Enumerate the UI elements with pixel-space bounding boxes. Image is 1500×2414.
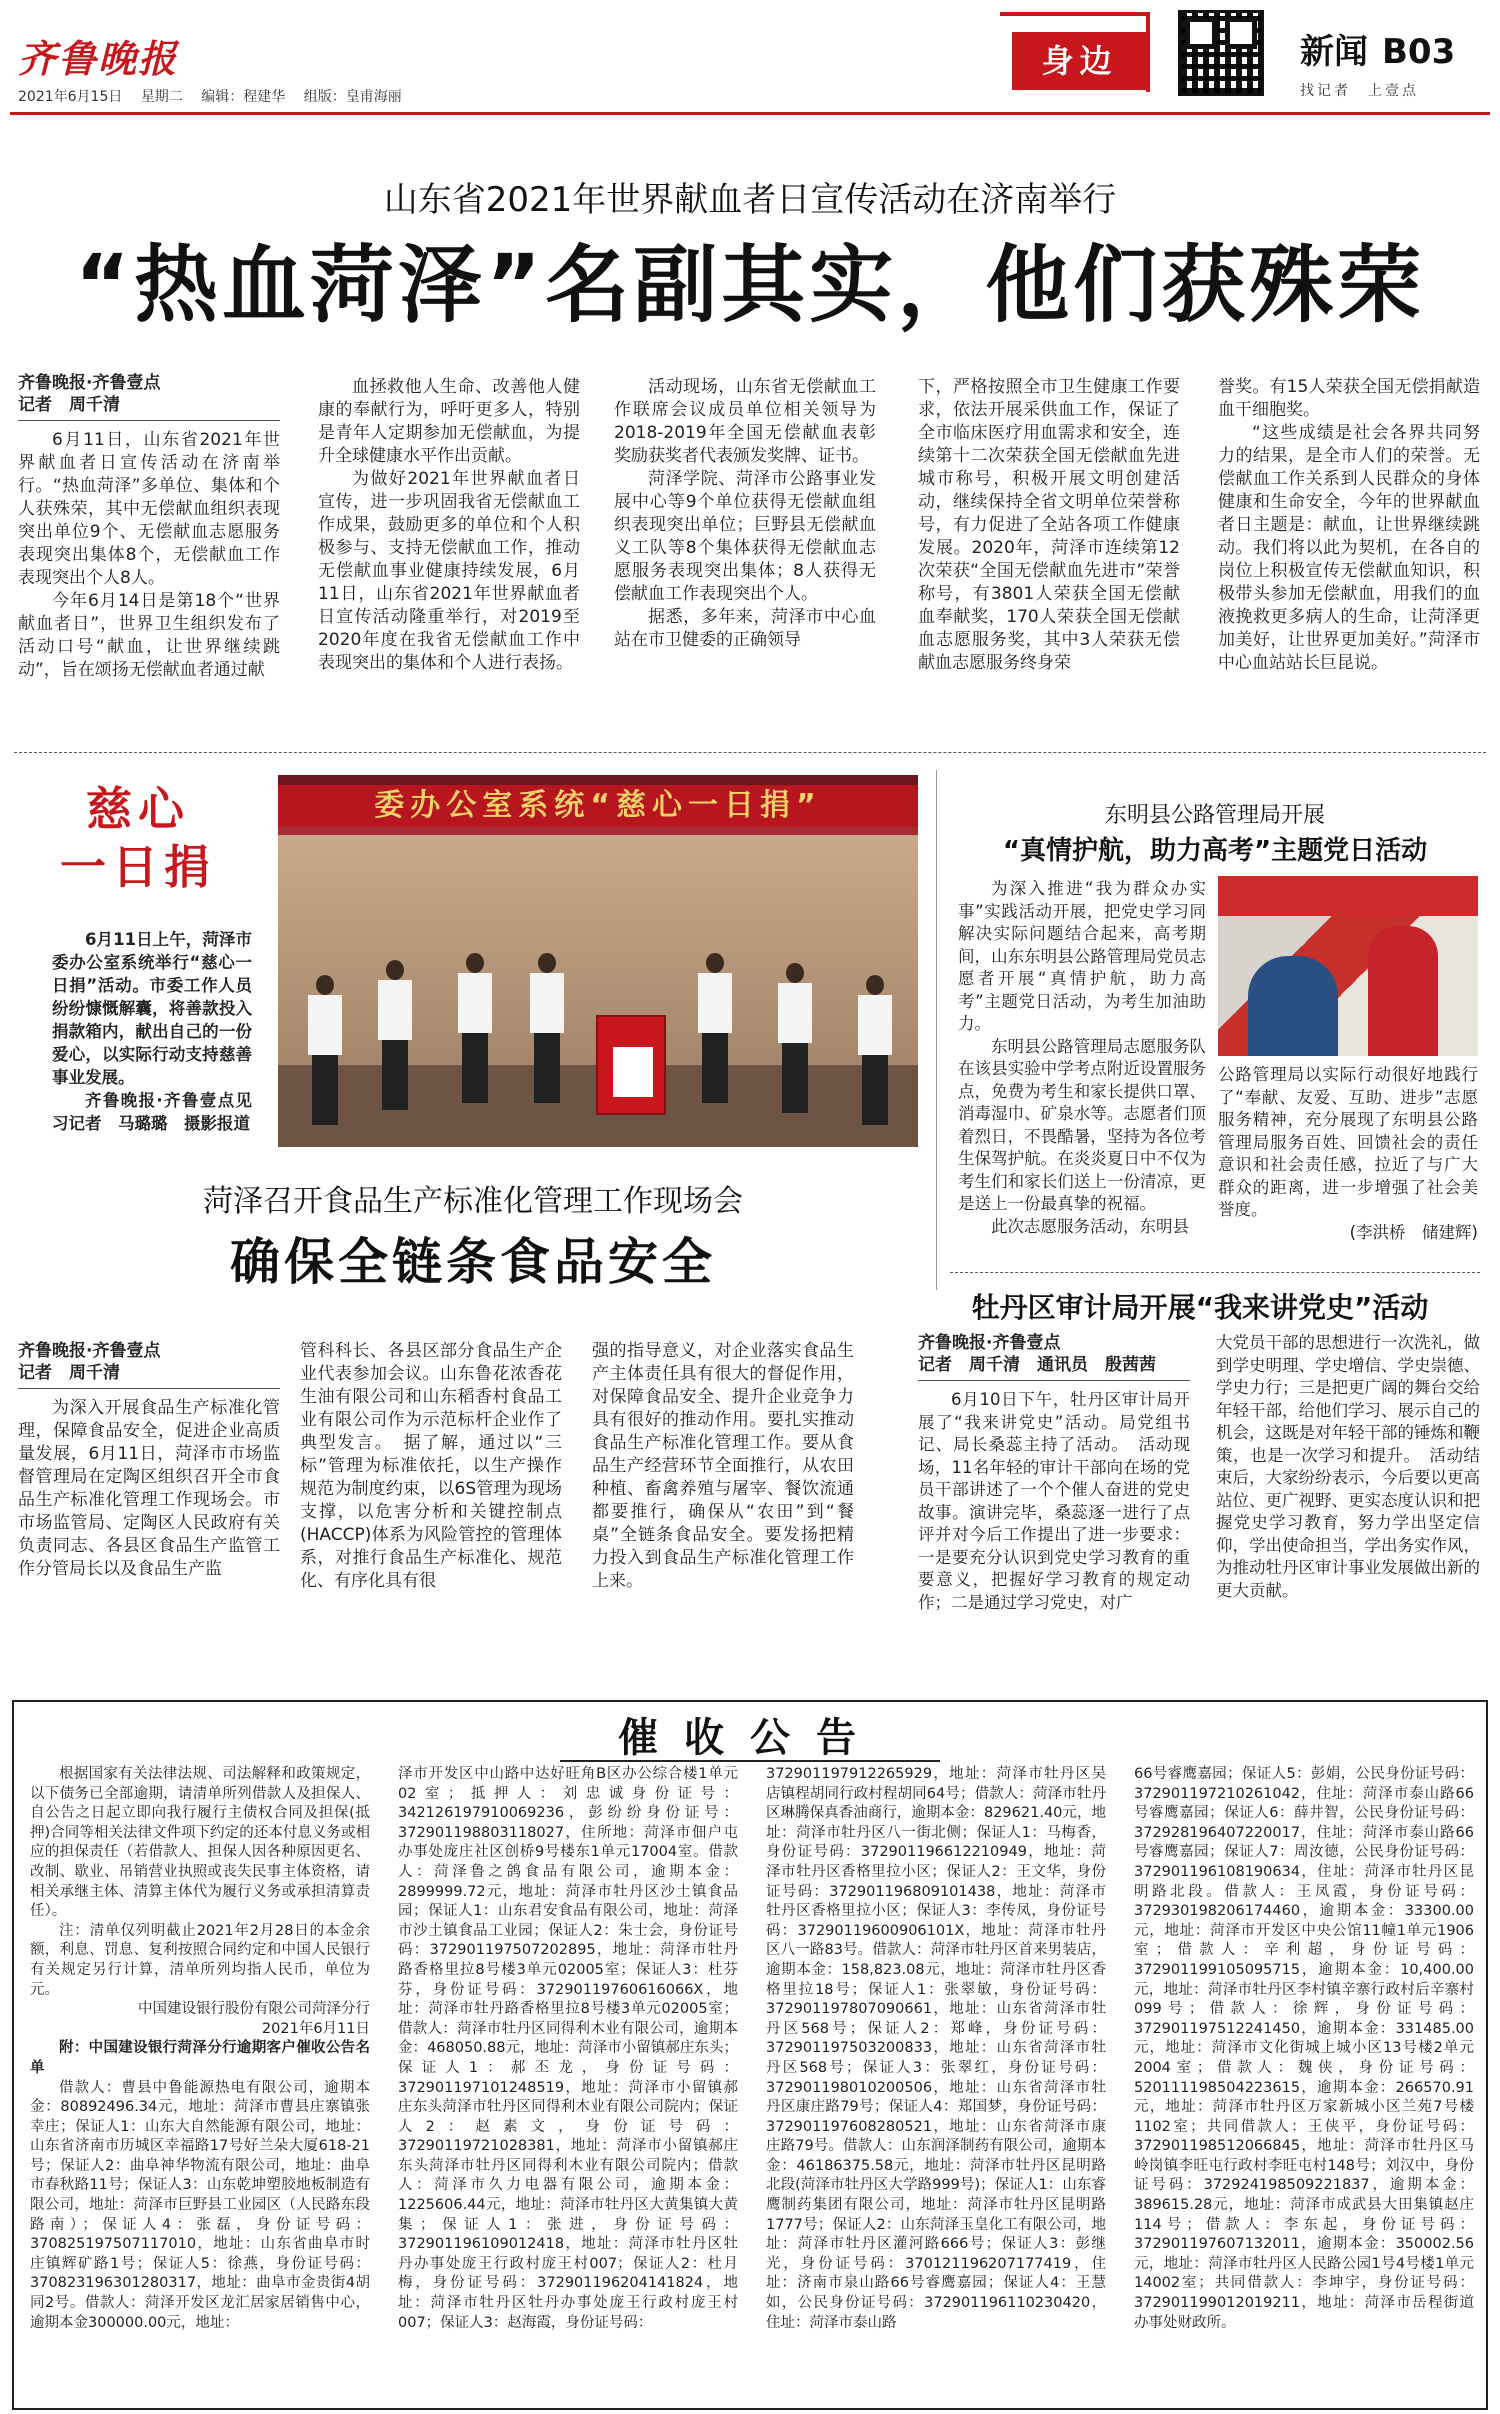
charity-title-line1: 慈心 [86, 782, 190, 836]
road-credit: (李洪桥 储建辉) [1349, 1222, 1478, 1242]
lead-paragraph: 6月11日，山东省2021年世界献血者日宣传活动在济南举行。“热血菏泽”多单位、集体和个人获殊荣，其中无偿献血组织表现突出单位9个、无偿献血志愿服务表现突出集体8个，无偿献血工作表现突出个人8人。 [18, 430, 280, 588]
audit-headline: 牡丹区审计局开展“我来讲党史”活动 [971, 1291, 1429, 1324]
section-tag: 身边 [1012, 32, 1147, 90]
section-divider [14, 752, 1486, 753]
food-paragraph: 管科科长、各县区部分食品生产企业代表参加会议。山东鲁花浓香花生油有限公司和山东稻香村食品工业有限公司作为示范标杆企业作了典型发言。 据了解，通过以“三标”管理为标准依托，以生产操作规范为制度约束，以6S管理为现场支撑，以危害分析和关键控制点(HACCP)体系为风险管控的管理体系，对推行食品生产标准化、规范化、有序化具有很 [300, 1341, 562, 1591]
person-figure [698, 953, 732, 1103]
food-paragraph: 强的指导意义，对企业落实食品生产主体责任具有很大的督促作用，对保障食品安全、提升企业竞争力具有很好的推动作用。要扎实推动食品生产标准化管理工作。要从食品生产经营环节全面推行，从农田种植、畜禽养殖与屠宰、餐饮流通都要推行，确保从“农田”到“餐桌”全链条食品安全。要发扬把精力投入到食品生产标准化管理工作上来。 [592, 1341, 854, 1591]
lead-byline-reporter: 记者 周千清 [18, 394, 280, 421]
audit-paragraph: 大党员干部的思想进行一次洗礼，做到学史明理、学史增信、学史崇德、学史力行；三是把更广阔的舞台交给年轻干部，给他们学习、展示自己的机会，这既是对年轻干部的锤炼和鞭策，也是一次学习和提升。 活动结束后，大家纷纷表示，今后要以更高站位、更广视野、更实态度认识和把握党史学习教育，努力学出坚定信仰，学出使命担当，学出务实作风，为推动牡丹区审计事业发展做出新的更大贡献。 [1216, 1333, 1480, 1600]
lead-paragraph: 为做好2021年世界献血者日宣传，进一步巩固我省无偿献血工作成果，鼓励更多的单位和个人积极参与、支持无偿献血工作，推动无偿献血事业健康持续发展，6月11日，山东省2021年世界献血者日宣传活动隆重举行，对2019至2020年度在我省无偿献血工作中表现突出的集体和个人进行表扬。 [318, 469, 580, 673]
lead-paragraph: 下，严格按照全市卫生健康工作要求，依法开展采供血工作，保证了全市临床医疗用血需求和安全，连续第十二次荣获全国无偿献血先进城市称号，积极开展文明创建活动，继续保持全省文明单位荣誉称号，有力促进了全站各项工作健康发展。2020年，菏泽市连续第12次荣获“全国无偿献血先进市”荣誉称号，有3801人荣获全国无偿献血奉献奖，170人荣获全国无偿献血志愿服务奖，其中3人荣获无偿献血志愿服务终身荣 [918, 377, 1180, 673]
lead-paragraph: 菏泽学院、菏泽市公路事业发展中心等9个单位获得无偿献血组织表现突出单位；巨野县无偿献血义工队等8个集体获得无偿献血志愿服务表现突出集体；8人获得无偿献血工作表现突出个人。 [614, 469, 876, 604]
notice-date: 2021年6月11日 [261, 2020, 370, 2037]
issue-layout: 组版：皇甫海丽 [303, 89, 402, 105]
lead-column-3 [614, 376, 876, 696]
notice-signature: 中国建设银行股份有限公司菏泽分行 [138, 2001, 370, 2018]
notice-column-3 [766, 1765, 1106, 2405]
road-paragraph: 公路管理局以实际行动很好地践行了“奉献、友爱、互助、进步”志愿服务精神，充分展现了东明县公路管理局服务百姓、回馈社会的责任意识和社会责任感，拉近了与广大群众的距离，进一步增强了社会美誉度。 [1218, 1065, 1478, 1219]
notice-paragraph: 泽市开发区中山路中达好旺角B区办公综合楼1单元02室；抵押人：刘忠诚身份证号：342126197910069236，彭纷纷身份证号：372901198803118027，住所地：菏泽市佃户屯办事处庞庄社区创桥9号楼东1单元17004室。借款人：菏泽鲁之鸽食品有限公司，逾期本金：2899999.72元，地址：菏泽市牡丹区沙土镇食品园；保证人1：山东君安食品有限公司，地址：菏泽市沙土镇食品工业园；保证人2：朱士会，身份证号码：372901197507202895，地址：菏泽市牡丹路香格里拉8号楼3单元02005室；保证人3：杜芬芬，身份证号码：37290119760616066X，地址：菏泽市牡丹路香格里拉8号楼3单元02005室；借款人：菏泽市牡丹区同得利木业有限公司，逾期本金：468050.88元，地址：菏泽市小留镇郝庄东头；保证人1：郝丕龙，身份证号码：372901197101248519，地址：菏泽市小留镇郝庄东头菏泽市牡丹区同得利木业有限公司院内；保证人2：赵素文，身份证号码：37290119721028381，地址：菏泽市小留镇郝庄东头菏泽市牡丹区同得利木业有限公司院内；借款人：菏泽市久力电器有限公司，逾期本金：1225606.44元，地址：菏泽市牡丹区大黄集镇大黄集；保证人1：张进，身份证号码：372901196109012418，地址：菏泽市牡丹区牡丹办事处庞王行政村庞王村007；保证人2：杜月梅，身份证号码：372901196204141824，地址：菏泽市牡丹区牡丹办事处庞王行政村庞王村007；保证人3：赵海霞，身份证号码： [398, 1766, 738, 2331]
person-figure [458, 953, 492, 1103]
charity-title [18, 780, 258, 896]
donation-box-icon [596, 1015, 666, 1115]
notice-column-1 [30, 1765, 370, 2405]
lead-column-2 [318, 376, 580, 696]
food-column-3 [592, 1340, 854, 1680]
food-byline-outlet: 齐鲁晚报·齐鲁壹点 [18, 1341, 161, 1361]
lead-column-5 [1218, 376, 1480, 696]
tent-canopy [1218, 876, 1478, 916]
notice-paragraph: 附：中国建设银行菏泽分行逾期客户催收公告名单 [30, 2040, 370, 2076]
person-figure [308, 975, 342, 1125]
charity-credit: 齐鲁晚报·齐鲁壹点见习记者 马璐璐 摄影报道 [52, 1091, 252, 1133]
person-figure [1248, 956, 1338, 1056]
lead-paragraph: 誉奖。有15人荣获全国无偿捐献造血干细胞奖。 [1218, 377, 1480, 420]
notice-title-rule [560, 1760, 940, 1762]
masthead-rule [10, 112, 1490, 115]
food-headline: 确保全链条食品安全 [230, 1233, 716, 1291]
food-kicker: 菏泽召开食品生产标准化管理工作现场会 [203, 1184, 743, 1219]
person-figure [530, 953, 564, 1103]
notice-paragraph: 372901197912265929，地址：菏泽市牡丹区吴店镇程胡同行政村程胡同64号；借款人：菏泽市牡丹区琳腾保真香油商行，逾期本金：829621.40元，地址：菏泽市牡丹区八一街北侧；保证人1：马梅香，身份证号码：372901196612210949，地址：菏泽市牡丹区香格里拉小区；保证人2：王文华，身份证号码：372901196809101438，地址：菏泽市牡丹区香格里拉小区；保证人3：李传凤，身份证号码：37290119600906101X，地址：菏泽市牡丹区八一路83号。借款人：菏泽市牡丹区首来男装店，逾期本金：158,823.08元，地址：菏泽市牡丹区香格里拉18号；保证人1：张翠敏，身份证号码：372901197807090661，地址：山东省菏泽市牡丹区568号；保证人2：郑峰，身份证号码：372901197503200833，地址：山东省菏泽市牡丹区568号；保证人3：张翠红，身份证号码：372901198010200506，地址：山东省菏泽市牡丹区康庄路79号；保证人4：郑国梦，身份证号码：372901197608280521，地址：山东省菏泽市康庄路79号。借款人：山东润泽制药有限公司，逾期本金：46186375.58元，地址：菏泽市牡丹区昆明路北段(菏泽市牡丹区大学路999号)；保证人1：山东睿鹰制药集团有限公司，地址：菏泽市牡丹区昆明路1777号；保证人2：山东菏泽玉皇化工有限公司，地址：菏泽市牡丹区灌河路666号；保证人3：彭继光，身份证号码：370121196207177419，住址：济南市泉山路66号睿鹰嘉园；保证人4：王慧如，公民身份证号码：372901196110230420，住址：菏泽市泰山路 [766, 1766, 1106, 2331]
road-headline: “真情护航，助力高考”主题党日活动 [1002, 836, 1428, 866]
audit-byline-outlet: 齐鲁晚报·齐鲁壹点 [918, 1333, 1061, 1353]
food-column-1 [18, 1340, 280, 1680]
food-column-2 [300, 1340, 562, 1680]
lead-paragraph: 血拯救他人生命、改善他人健康的奉献行为，呼吁更多人，特别是青年人定期参加无偿献血，为提升全球健康水平作出贡献。 [318, 377, 580, 466]
page-number [1300, 24, 1455, 73]
lead-column-4 [918, 376, 1180, 696]
audit-column-2 [1216, 1332, 1480, 1682]
road-photo [1218, 876, 1478, 1056]
page-code: B03 [1382, 32, 1456, 72]
food-byline [18, 1340, 280, 1389]
volunteer-figure [1368, 926, 1438, 1056]
lead-headline: “热血菏泽”名副其实，他们获殊荣 [74, 236, 1426, 334]
issue-line [18, 86, 416, 106]
notice-column-2 [398, 1765, 738, 2405]
food-paragraph: 为深入开展食品生产标准化管理，保障食品安全，促进企业高质量发展，6月11日，菏泽市市场监督管理局在定陶区组织召开全市食品生产标准化管理工作现场会。市市场监管局、定陶区人民政府有关负责同志、各县区食品生产监管工作分管局长以及食品生产监 [18, 1398, 280, 1579]
charity-title-line2: 一日捐 [60, 840, 216, 894]
column-divider [936, 770, 937, 1290]
person-figure [778, 963, 812, 1113]
qr-code-icon[interactable] [1178, 10, 1264, 96]
road-column-2 [1218, 1064, 1478, 1284]
notice-paragraph: 注：清单仅列明截止2021年2月28日的本金余额，利息、罚息、复利按照合同约定和中国人民银行有关规定另行计算，清单所列均指人民币，单位为元。 [30, 1922, 370, 1998]
notice-title: 催收公告 [618, 1715, 882, 1761]
food-byline-reporter: 记者 周千清 [18, 1362, 280, 1389]
audit-byline-reporter: 记者 周千清 通讯员 殷茜茜 [918, 1354, 1190, 1381]
lead-paragraph: 今年6月14日是第18个“世界献血者日”，世界卫生组织发布了活动口号“献血，让世界继续跳动”，旨在颂扬无偿献血者通过献 [18, 591, 280, 680]
audit-paragraph: 6月10日下午，牡丹区审计局开展了“我来讲党史”活动。局党组书记、局长桑蕊主持了活动。 活动现场，11名年轻的审计干部向在场的党员干部讲述了一个个催人奋进的党史故事。演讲完毕，桑蕊逐一进行了点评并对今后工作提出了进一步要求：一是要充分认识到党史学习教育的重要意义，把握好学习教育的规定动作；二是通过学习党史，对广 [918, 1390, 1190, 1612]
notice-column-4 [1134, 1765, 1474, 2405]
newspaper-logo: 齐鲁晚报 [18, 36, 179, 81]
notice-paragraph: 根据国家有关法律法规、司法解释和政策规定，以下债务已全部逾期，请清单所列借款人及担保人、自公告之日起立即向我行履行主债权合同及担保(抵押)合同等相关法律文件项下约定的还本付息义务或相应的担保责任（若借款人、担保人因各种原因更名、改制、歇业、吊销营业执照或丧失民事主体资格，请相关承继主体、清算主体代为履行义务或承担清算责任）。 [30, 1766, 370, 1920]
charity-photo [278, 775, 918, 1147]
road-column-1 [958, 878, 1206, 1288]
road-paragraph: 此次志愿服务活动，东明县 [991, 1216, 1189, 1236]
person-figure [378, 960, 412, 1110]
section-divider [950, 1272, 1480, 1273]
audit-byline [918, 1332, 1190, 1381]
person-figure [858, 975, 892, 1125]
lead-paragraph: 据悉，多年来，菏泽市中心血站在市卫健委的正确领导 [614, 607, 876, 650]
lead-column-1 [18, 372, 280, 692]
charity-body [52, 928, 252, 1148]
road-paragraph: 为深入推进“我为群众办实事”实践活动开展，把党史学习同解决实际问题结合起来，高考期间，山东东明县公路管理局党员志愿者开展“真情护航，助力高考”主题党日活动，为考生加油助力。 [958, 879, 1206, 1033]
road-paragraph: 东明县公路管理局志愿服务队在该县实验中学考点附近设置服务点，免费为考生和家长提供口罩、消毒湿巾、矿泉水等。志愿者们顶着烈日，不畏酷暑，坚持为各位考生保驾护航。在炎炎夏日中不仅为考生们和家长们送上一份清凉，更是送上一份最真挚的祝福。 [958, 1036, 1206, 1213]
notice-paragraph: 借款人：曹县中鲁能源热电有限公司，逾期本金：80892496.34元，地址：菏泽市曹县庄寨镇张幸庄；保证人1：山东大自然能源有限公司，地址：山东省济南市历城区幸福路17号好兰朵大厦618-21号；保证人2：曲阜神华物流有限公司，地址：曲阜市春秋路11号；保证人3：山东乾坤塑胶地板制造有限公司，地址：菏泽市巨野县工业园区（人民路东段路南）；保证人4：张磊，身份证号码：370825197507117010，地址：山东省曲阜市时庄镇辉矿路1号；保证人5：徐燕，身份证号码：370823196301280317，地址：曲阜市金贵街4胡同2号。借款人：菏泽开发区龙汇居家居销售中心，逾期本金300000.00元，地址： [30, 2079, 370, 2331]
issue-editor: 编辑：程建华 [201, 89, 286, 105]
road-kicker: 东明县公路管理局开展 [1104, 803, 1325, 828]
issue-weekday: 星期二 [140, 89, 183, 105]
news-label: 新闻 [1300, 32, 1368, 72]
lead-paragraph: “这些成绩是社会各界共同努力的结果，是全市人们的荣誉。无偿献血工作关系到人民群众的身体健康和生命安全，今年的世界献血者日主题是：献血，让世界继续跳动。我们将以此为契机，在各自的岗位上积极宣传无偿献血知识，积极带头参加无偿献血，用我们的血液挽救更多病人的生命，让菏泽更加美好，让世界更加美好。”菏泽市中心血站站长巨昆说。 [1218, 423, 1480, 673]
audit-column-1 [918, 1332, 1190, 1682]
lead-byline-outlet: 齐鲁晚报·齐鲁壹点 [18, 373, 161, 393]
charity-banner: 委办公室系统“慈心一日捐” [278, 785, 918, 827]
lead-byline [18, 372, 280, 421]
masthead [0, 0, 1500, 110]
issue-date: 2021年6月15日 [18, 89, 123, 105]
lead-paragraph: 活动现场，山东省无偿献血工作联席会议成员单位相关领导为2018-2019年全国无偿献血表彰奖励获奖者代表颁发奖牌、证书。 [614, 377, 876, 466]
contact-line: 找记者 上壹点 [1300, 83, 1419, 99]
lead-kicker: 山东省2021年世界献血者日宣传活动在济南举行 [383, 180, 1117, 220]
notice-paragraph: 66号睿鹰嘉园；保证人5：彭娟，公民身份证号码：372901197210261042，住址：菏泽市泰山路66号睿鹰嘉园；保证人6：薛井智，公民身份证号码：372928196407220017，住址：菏泽市泰山路66号睿鹰嘉园；保证人7：周汝德，公民身份证号码：372901196108190634，住址：菏泽市牡丹区昆明路北段。借款人：王凤霞，身份证号码：372930198206174460，逾期本金：33300.00元，地址：菏泽市开发区中央公馆11幢1单元1906室；借款人：辛利超，身份证号码：372901199105095715，逾期本金：10,400.00元，地址：菏泽市牡丹区李村镇辛寨行政村后辛寨村099号；借款人：徐辉，身份证号码：372901197512241450，逾期本金：331485.00元，地址：菏泽市文化街城上城小区13号楼2单元2004室；借款人：魏侠，身份证号码：520111198504223615，逾期本金：266570.91元，地址：菏泽市牡丹区万家新城小区兰苑7号楼1102室；共同借款人：王侠平，身份证号码：372901198512066845，地址：菏泽市牡丹区马岭岗镇李旺屯行政村李旺屯村148号；刘汉中，身份证号码：372924198509221837，逾期本金：389615.28元，地址：菏泽市成武县大田集镇赵庄114号；借款人：李东起，身份证号码：372901197607132011，逾期本金：350002.56元，地址：菏泽市牡丹区人民路公园1号4号楼1单元14002室；共同借款人：李坤宇，身份证号码：372901199012019211，地址：菏泽市岳程街道办事处财政所。 [1134, 1766, 1474, 2331]
charity-text: 6月11日上午，菏泽市委办公室系统举行“慈心一日捐”活动。市委工作人员纷纷慷慨解囊，将善款投入捐款箱内，献出自己的一份爱心，以实际行动支持慈善事业发展。 [52, 930, 252, 1087]
